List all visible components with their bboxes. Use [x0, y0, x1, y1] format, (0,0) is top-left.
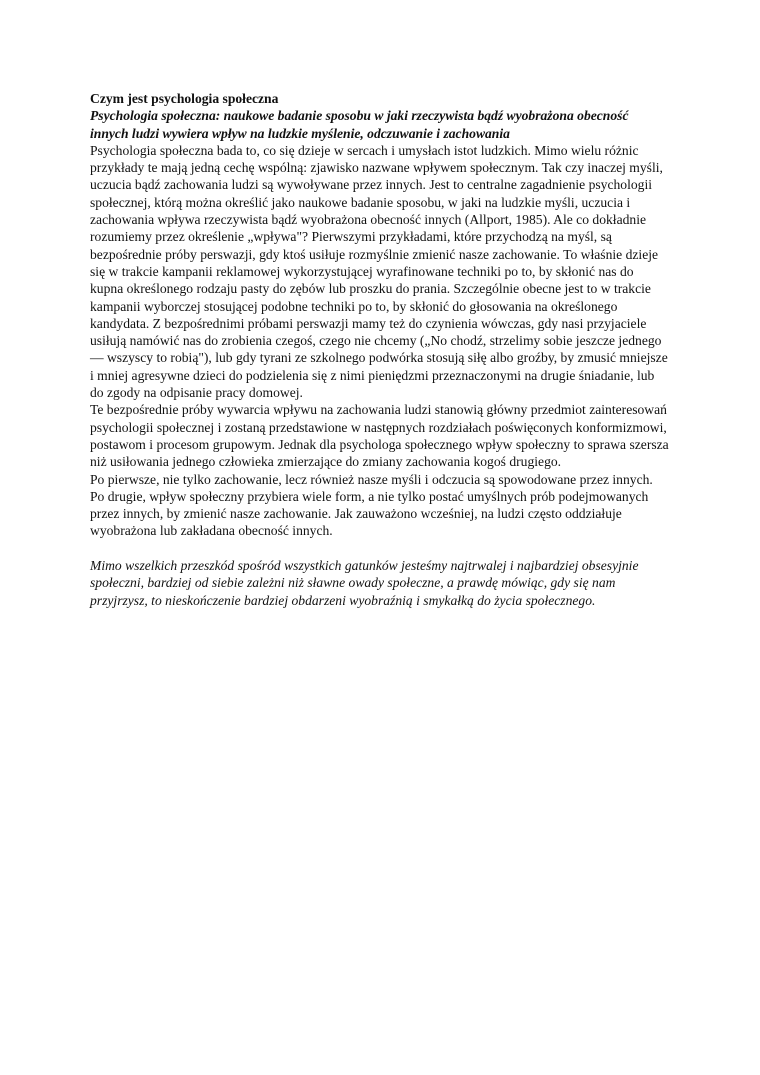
- body-paragraph-1: Psychologia społeczna bada to, co się dzieje w sercach i umysłach istot ludzkich. Mimo wielu różnic przykłady te mają jedną cechę wspólną: zjawisko nazwane wpływem społecznym. Tak czy inaczej myśli, uczucia bądź zachowania ludzi są wywoływane przez innych. Jest to centralne zagadnienie psychologii społecznej, którą można określić jako naukowe badanie sposobu, w jaki na ludzkie myśli, uczucia i zachowania wpływa rzeczywista bądź wyobrażona obecność innych (Allport, 1985). Ale co dokładnie rozumiemy przez określenie „wpływa"? Pierwszymi przykładami, które przychodzą na myśl, są bezpośrednie próby perswazji, gdy ktoś usiłuje rozmyślnie zmienić nasze zachowanie. To właśnie dzieje się w trakcie kampanii reklamowej wykorzystującej wyrafinowane techniki po to, by skłonić nas do kupna określonego rodzaju pasty do zębów lub proszku do prania. Szczególnie obecne jest to w trakcie kampanii wyborczej stosującej podobne techniki po to, by skłonić do głosowania na określonego kandydata. Z bezpośrednimi próbami perswazji mamy też do czynienia wówczas, gdy nasi przyjaciele usiłują namówić nas do zrobienia czegoś, czego nie chcemy („No chodź, strzelimy sobie jeszcze jednego — wszyscy to robią"), lub gdy tyrani ze szkolnego podwórka stosują siłę albo groźby, by zmusić mniejsze i mniej agresywne dzieci do podzielenia się z nimi pieniędzmi przeznaczonymi na drugie śniadanie, lub do zgody na odpisanie pracy domowej.: [90, 142, 668, 401]
- document-title: Czym jest psychologia społeczna: [90, 91, 279, 106]
- paragraph-spacer: [90, 540, 670, 557]
- body-paragraph-2: Te bezpośrednie próby wywarcia wpływu na zachowania ludzi stanowią główny przedmiot zainteresowań psychologii społecznej i zostaną przedstawione w następnych rozdziałach poświęconych konformizmowi, postawom i procesom grupowym. Jednak dla psychologa społecznego wpływ społeczny to sprawa szersza niż usiłowania jednego człowieka zmierzające do zmiany zachowania kogoś drugiego.: [90, 402, 669, 470]
- closing-quote: Mimo wszelkich przeszkód spośród wszystkich gatunków jesteśmy najtrwalej i najbardziej obsesyjnie społeczni, bardziej od siebie zależni niż sławne owady społeczne, a prawdę mówiąc, gdy się nam przyjrzysz, to nieskończenie bardziej obdarzeni wyobraźnią i smykałką do życia społecznego.: [90, 558, 639, 608]
- document-page: [90, 90, 670, 609]
- body-paragraph-3: Po pierwsze, nie tylko zachowanie, lecz również nasze myśli i odczucia są spowodowane przez innych. Po drugie, wpływ społeczny przybiera wiele form, a nie tylko postać umyślnych prób podejmowanych przez innych, by zmienić nasze zachowanie. Jak zauważono wcześniej, na ludzi często oddziałuje wyobrażona lub zakładana obecność innych.: [90, 471, 653, 539]
- document-definition: Psychologia społeczna: naukowe badanie sposobu w jaki rzeczywista bądź wyobrażona obecność innych ludzi wywiera wpływ na ludzkie myślenie, odczuwanie i zachowania: [90, 108, 629, 141]
